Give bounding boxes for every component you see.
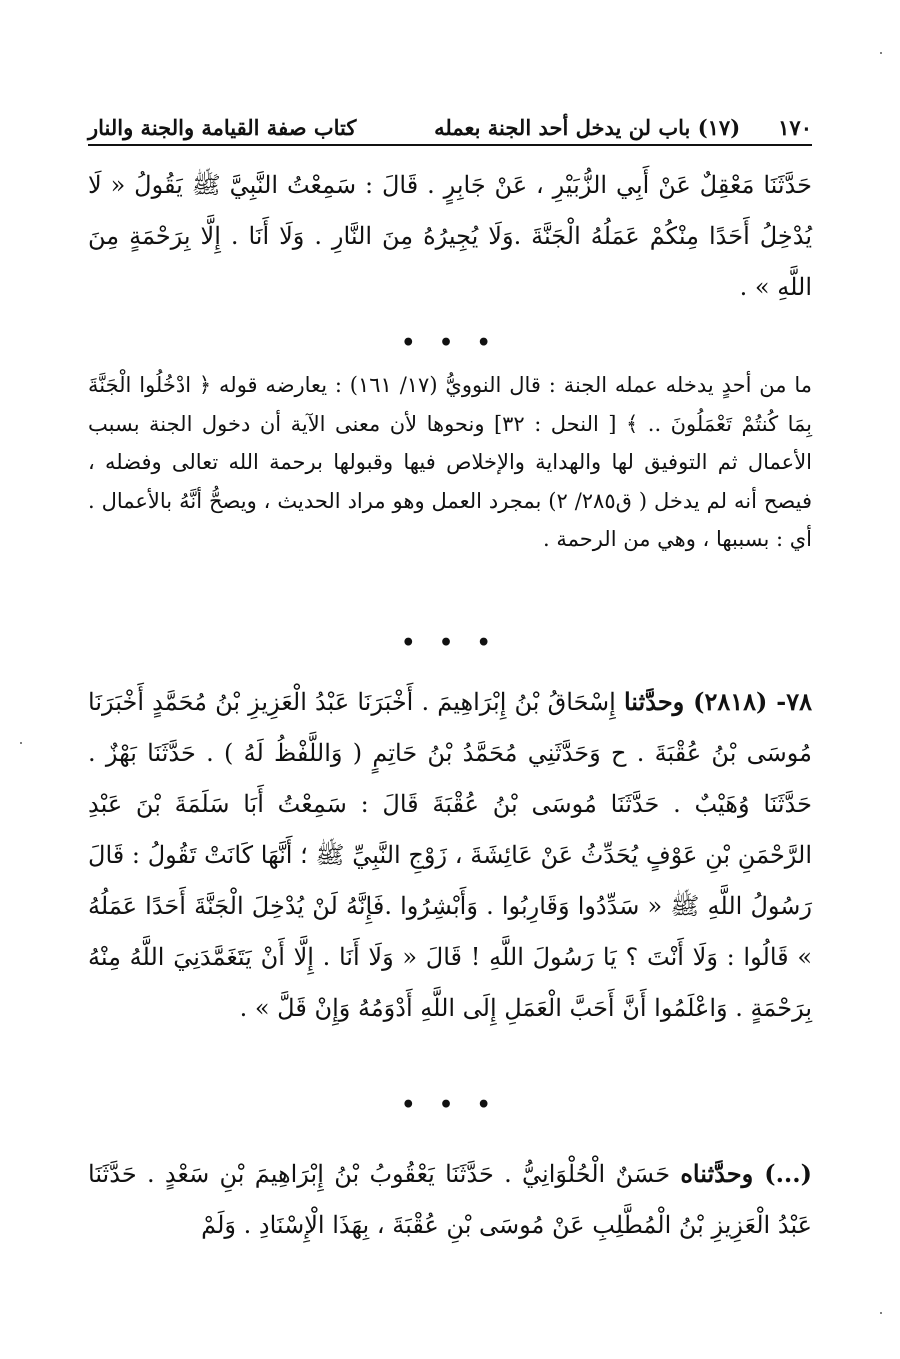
hadith-follow-up — [88, 1148, 812, 1251]
header-chapter-group — [434, 115, 812, 140]
page-header — [88, 108, 812, 146]
hadith-number: (...) وحدَّثناه — [680, 1159, 813, 1188]
margin-mark — [880, 52, 882, 54]
chapter-title: (١٧) باب لن يدخل أحد الجنة بعمله — [434, 115, 741, 140]
hadith-2818 — [88, 676, 812, 1034]
hadith-number: ٧٨- (٢٨١٨) وحدَّثنا — [623, 687, 813, 716]
hadith-text: حَسَنٌ الْحُلْوَانِيُّ . حَدَّثَنَا يَعْقُوبُ بْنُ إِبْرَاهِيمَ بْنِ سَعْدٍ . حَدَّثَنَا عَبْدُ الْعَزِيزِ بْنُ الْمُطَّلِبِ عَنْ مُوسَى بْنِ عُقْبَةَ ، بِهَذَا الْإِسْنَادِ . وَلَمْ — [88, 1160, 812, 1239]
section-separator: • • • — [401, 1092, 499, 1118]
section-separator: • • • — [401, 630, 499, 656]
margin-mark — [880, 1312, 882, 1314]
section-separator: • • • — [401, 330, 499, 356]
margin-mark — [20, 742, 22, 744]
page-number: ١٧٠ — [778, 115, 812, 140]
hadith-text: إِسْحَاقُ بْنُ إِبْرَاهِيمَ . أَخْبَرَنَا عَبْدُ الْعَزِيزِ بْنُ مُحَمَّدٍ أَخْبَرَنَا مُوسَى بْنُ عُقْبَةَ . ح وَحَدَّثَنِي مُحَمَّدُ بْنُ حَاتِمٍ ( وَاللَّفْظُ لَهُ ) . حَدَّثَنَا بَهْزٌ . حَدَّثَنَا وُهَيْبٌ . حَدَّثَنَا مُوسَى بْنُ عُقْبَةَ قَالَ : سَمِعْتُ أَبَا سَلَمَةَ بْنَ عَبْدِ الرَّحْمَنِ بْنِ عَوْفٍ يُحَدِّثُ عَنْ عَائِشَةَ ، زَوْجِ النَّبِيِّ ﷺ ؛ أَنَّهَا كَانَتْ تَقُولُ : قَالَ رَسُولُ اللَّهِ ﷺ « سَدِّدُوا وَقَارِبُوا . وَأَبْشِرُوا .فَإِنَّهُ لَنْ يُدْخِلَ الْجَنَّةَ أَحَدًا عَمَلُهُ » قَالُوا : وَلَا أَنْتَ ؟ يَا رَسُولَ اللَّهِ ! قَالَ « وَلَا أَنَا . إِلَّا أَنْ يَتَغَمَّدَنِيَ اللَّهُ مِنْهُ بِرَحْمَةٍ . وَاعْلَمُوا أَنَّ أَحَبَّ الْعَمَلِ إِلَى اللَّهِ أَدْوَمُهُ وَإِنْ قَلَّ » . — [88, 688, 812, 1022]
commentary-note: ما من أحدٍ يدخله عمله الجنة : قال النوويُّ (١٧/ ١٦١) : يعارضه قوله ﴿ ادْخُلُوا الْجَنَّةَ بِمَا كُنتُمْ تَعْمَلُونَ .. ﴾ [ النحل : ٣٢] ونحوها لأن معنى الآية أن دخول الجنة بسبب الأعمال ثم التوفيق لها والهداية والإخلاص فيها وقبولها برحمة الله تعالى وفضله ، فيصح أنه لم يدخل ( ق٢٨٥/ ٢) بمجرد العمل وهو مراد الحديث ، ويصحُّ أنَّهُ بالأعمال . أي : بسببها ، وهي من الرحمة . — [88, 373, 812, 551]
hadith-continuation: حَدَّثَنَا مَعْقِلٌ عَنْ أَبِي الزُّبَيْرِ ، عَنْ جَابِرٍ . قَالَ : سَمِعْتُ النَّبِيَّ ﷺ يَقُولُ « لَا يُدْخِلُ أَحَدًا مِنْكُمْ عَمَلُهُ الْجَنَّةَ .وَلَا يُجِيرُهُ مِنَ النَّارِ . وَلَا أَنَا . إِلَّا بِرَحْمَةٍ مِنَ اللَّهِ » . — [88, 171, 812, 301]
book-title: كتاب صفة القيامة والجنة والنار — [88, 115, 357, 140]
